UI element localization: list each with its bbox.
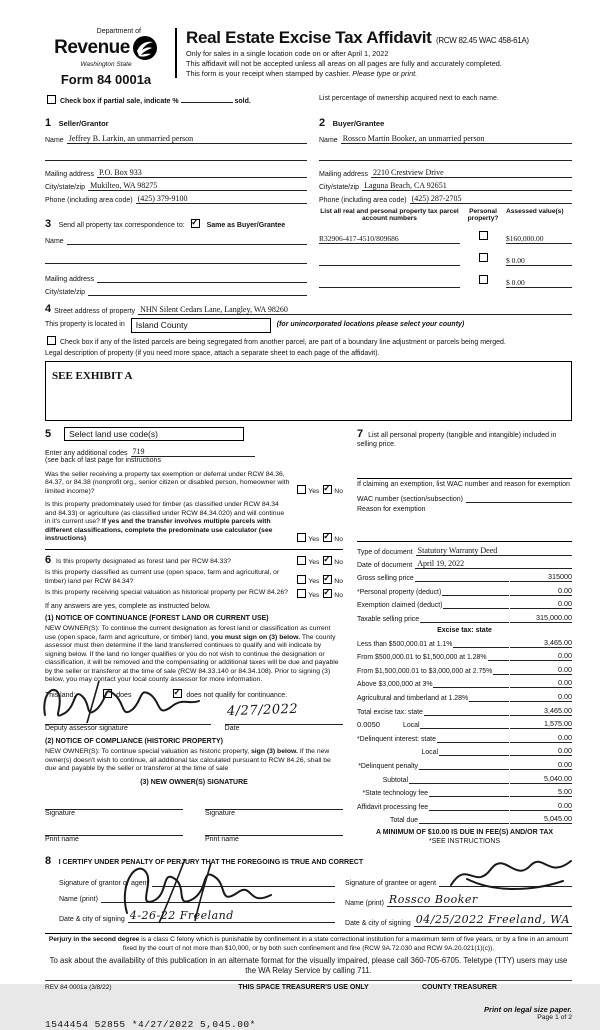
parcel-header-numbers: List all real and personal property tax parcel account numbers — [320, 207, 459, 222]
tax-row-tier1: Less than $500,000.01 at 1.1% 3,465.00 — [357, 637, 572, 648]
additional-codes-field[interactable]: 719 — [131, 447, 256, 457]
section7-heading: 7 List all personal property (tangible and intangible) included in selling price. — [357, 427, 557, 448]
tax-row-subtotal: Subtotal 5,040.00 — [382, 773, 572, 784]
buyer-mailing-label: Mailing address — [319, 170, 369, 178]
correspondence-city-field[interactable] — [88, 286, 307, 296]
parcel-row — [319, 270, 572, 288]
timber-agriculture-question: Is this property predominately used for timber (as classified under RCW 84.34 and 84.33) or agriculture (as classified under RCW 84.34.020) and will continue in it's current use? If yes and the transfer involves multiple parcels with different classifications, complete the predominate use calculator (see instructions) — [45, 501, 285, 543]
legal-description-box[interactable] — [45, 361, 572, 421]
grantee-name-handwriting[interactable]: Rossco Booker — [387, 893, 572, 907]
historical-yes-checkbox[interactable] — [297, 589, 306, 598]
rcw-reference: (RCW 82.45 WAC 458-61A) — [435, 36, 529, 45]
excise-tax-state-header: Excise tax: state — [437, 627, 492, 635]
street-address-field[interactable]: NHN Silent Cedars Lane, Langley, WA 98260 — [138, 305, 572, 315]
personal-property-checkbox-1[interactable] — [479, 231, 488, 240]
subtitle-line3: This form is your receipt when stamped by cashier. Please type or print. — [186, 69, 418, 78]
tax-row-agricultural: Agricultural and timberland at 1.28% 0.00 — [357, 692, 572, 703]
tax-row-tier2: From $500,000.01 to $1,500,000 at 1.28% 0.00 — [357, 651, 572, 662]
deputy-signature-label: Deputy assessor signature — [45, 724, 128, 732]
parcel-row — [319, 248, 572, 266]
personal-property-checkbox-2[interactable] — [479, 253, 488, 262]
dor-logo-icon — [132, 35, 158, 61]
q1-yes-checkbox[interactable] — [297, 485, 306, 494]
new-owner-signature-label-2: Signature — [205, 809, 235, 817]
exemption-instruction: If claiming an exemption, list WAC number and reason for exemption — [357, 480, 570, 488]
buyer-city-field[interactable]: Laguna Beach, CA 92651 — [362, 181, 572, 191]
seller-phone-label: Phone (including area code) — [45, 196, 133, 204]
land-use-code-select[interactable]: Select land use code(s) — [64, 427, 244, 441]
forest-yes-checkbox[interactable] — [297, 556, 306, 565]
section3-heading: 3 Send all property tax correspondence to: ✓ Same as Buyer/Grantee — [45, 214, 307, 232]
compliance-body: NEW OWNER(S): To continue special valuation as historic property, sign (3) below. If the new owner(s) doesn't wish to continue, all additional tax calculated pursuant to RCW 84.26, shall be due and payable by the seller or transferor at the time of sale — [45, 748, 331, 773]
current-use-no-checkbox[interactable] — [323, 575, 332, 584]
tax-row-local: 0.0050 Local 1,575.00 — [357, 719, 572, 730]
grantor-name-field[interactable] — [101, 893, 335, 903]
tax-row-tech-fee: *State technology fee 5.00 — [362, 787, 572, 798]
new-owner-signature-label-1: Signature — [45, 809, 75, 817]
street-address-label: Street address of property — [54, 307, 136, 315]
page-number: Page 1 of 2 — [537, 1013, 572, 1021]
section5-number: 5 — [45, 427, 52, 440]
deputy-signature-line[interactable] — [45, 711, 211, 725]
grantor-signature-label: Signature of grantor or agent — [59, 880, 149, 888]
local-rate-value: 0.0050 — [357, 720, 380, 730]
new-owner-print-label-2: Print name — [205, 835, 239, 843]
type-of-document-field[interactable]: Statutory Warranty Deed — [416, 546, 572, 556]
seller-name-label: Name — [45, 136, 64, 144]
form-number: Form 84 0001a — [60, 72, 152, 87]
partial-sale-percent-field[interactable] — [181, 102, 233, 103]
buyer-phone-label: Phone (including area code) — [319, 196, 407, 204]
parcel-number-field[interactable]: R32906-417-4510/809686 — [319, 234, 460, 244]
see-instructions-note: *SEE INSTRUCTIONS — [428, 838, 501, 846]
tax-row-gross: Gross selling price 315000 — [357, 572, 572, 583]
parcel-header-assessed: Assessed value(s) — [506, 207, 564, 215]
section2-heading: 2 Buyer/Grantee — [319, 116, 385, 129]
parcel-row — [319, 226, 572, 244]
exemption-deferral-question: Was the seller receiving a property tax exemption or deferral under RCW 84.36, 84.37, or 84.38 (nonprofit org., senior citizen or disabled person, homeowner with limited income)? — [45, 470, 290, 495]
codes-note: (see back of last page for instructions — [45, 456, 161, 464]
correspondence-mailing-label: Mailing address — [45, 275, 95, 283]
grantor-name-label: Name (print) — [59, 896, 98, 904]
grantee-signature-label: Signature of grantee or agent — [345, 880, 437, 888]
seller-city-label: City/state/zip — [45, 183, 86, 191]
grantee-signature-line[interactable] — [439, 877, 572, 887]
grantor-date-handwriting[interactable]: 4-26-22 Freeland — [128, 909, 335, 923]
grantee-name-label: Name (print) — [345, 900, 384, 908]
does-qualify-checkbox[interactable] — [103, 689, 112, 698]
tax-row-tier4: Above $3,000,000 at 3% 0.00 — [357, 678, 572, 689]
accessibility-notice: To ask about the availability of this publication in an alternate format for the visually impaired, please call 360-705-6705. Teletype (TTY) users may use the WA Relay Service by calling 711. — [49, 956, 568, 976]
legal-description-value: SEE EXHIBIT A — [52, 369, 133, 382]
date-of-document-label: Date of document — [357, 561, 413, 569]
forest-land-question: 6 Is this property designated as forest land per RCW 84.33? — [45, 553, 231, 566]
affidavit-page: Department of Revenue Washington State Form 84 0001a Real Estate Excise Tax Affidavit (RCW 82.45 WAC 458-61A) Only for sales in a single location code on or after April 1, 2022 This affidavit will not be accepted unless all areas on all pages are fully and accurately completed. This form is your receipt when stamped by cashier. Please type or print. Check box if partial sale, indicate % sold. List percentage of ownership acquired next to each name. 1 Seller/Grantor Name Jeffrey B. Larkin, an unmarried person Mailing address P.O. Box 933 City/state/zip Mukilteo, WA 98275 Phone (including area code) (425) 379-9100 3 Send all property tax correspondence to: ✓ Same as Buyer/Grantee Name Mailing address City/state/zip 2 Buyer/Grantee Name Rossco Martin Booker, an unmarried person Mailing address 2210 Crestview Drive City/state/zip Laguna Beach, CA 92651 Phone (including area code) (425) 287-2705 List all real and personal property tax parcel account numbers Personal property? Assessed value(s) R32906-417-4510/809686 $160,000.00 $ 0.00 $ 0.00 4 Street address of property NHN Silent Cedars Lane, Langley, WA 98260 This property is located in Island County (for unincorporated locations please select your county) Check box if any of the listed parcels are being segregated from another parcel, are part of a boundary line adjustment or parcels being merged. Legal description of property (if you need more space, attach a separate sheet to each page of the affidavit). SEE EXHIBIT A 5 Select land use code(s) Enter any additional codes 719 (see back of last page for instructions Was the seller receiving a property tax exemption or deferral under RCW 84.36, 84.37, or 84.38 (nonprofit org., senior citizen or disabled person, homeowner with limited income)? Yes ✓ No Is this property predominately used for timber (as classified under RCW 84.34 and 84.33) or agriculture (as classified under RCW 84.34.020) and will continue in it's current use? If yes and the transfer involves multiple parcels with different classifications, complete the predominate use calculator (see instructions) Yes ✓ No 6 Is this property designated as forest land per RCW 84.33? Yes ✓ No Is this property classified as current use (open space, farm and agricultural, or timber) land per RCW 84.34? Yes ✓ No Is this property receiving special valuation as historical property per RCW 84.26? Yes ✓ No If any answers are yes, complete as instructed below. (1) NOTICE OF CONTINUANCE (FOREST LAND OR CURRENT USE) NEW OWNER(S): To continue the current designation as forest land or classification as current use (open space, farm and agriculture, or timber) land, you must sign on (3) below. The county assessor must then determine if the land transferred continues to qualify and will indicate by signing below. If the land no longer qualifies or you do not wish to continue the designation or classification, it will be removed and the compensating or additional taxes will be due and payable by the seller or transferor at the time of sale (RCW 84.33.140 or 84.34.108). Prior to signing (3) below, you may contact your local county assessor for more information. This land: does ✓ does not qualify for continuance. Deputy assessor signature 4/27/2022 Date (2) NOTICE OF COMPLIANCE (HISTORIC PROPERTY) NEW OWNER(S): To continue special valuation as historic property, sign (3) below. If the new owner(s) doesn't wish to continue, all additional tax calculated pursuant to RCW 84.26, shall be due and payable by the seller or transferor at the time of sale (3) NEW OWNER(S) SIGNATURE Signature Signature Print name Print name 7 List all personal property (tangible and intangible) included in selling price. If claiming an exemption, list WAC number and reason for exemption WAC number (section/subsection) Reason for exemption Type of document Statutory Warranty Deed Date of document April 19, 2022 Gross selling price 315000 *Personal property (deduct) 0.00 Exemption claimed (deduct) 0.00 Taxable selling price 315,000.00 Excise tax: state Less than $500,000.01 at 1.1% 3,465.00 From $500,000.01 to $1,500,000 at 1.28% 0.00 From $1,500,000.01 to $3,000,000 at 2.75% 0.00 Above $3,000,000 at 3% 0.00 Agricultural and timberland at 1.28% 0.00 Total excise tax: state 3,465.00 0.0050 Local 1,575.00 *Delinquent interest: state 0.00 Local 0.00 *Delinquent penalty 0.00 Subtotal 5,040.00 *State technology fee 5.00 Affidavit processing fee 0.00 Total due 5,045.00 A MINIMUM OF $10.00 IS DUE IN FEE(S) AND/OR TAX *SEE INSTRUCTIONS 8 I CERTIFY UNDER PENALTY OF PERJURY THAT THE FOREGOING IS TRUE AND CORRECT Signature of grantor or agent Name (print) Date & city of signing 4-26-22 Freeland Signature of grantee or agent Name (print) Rossco Booker Date & city of signing 04/25/2022 Freeland, WA Perjury in the second degree is a class C felony which is punishable by confinement in a state correctional institution for a maximum term of five years, or by a fine in an amount fixed by the court of not more than $10,000, or by both such confinement and fine (RCW 9A.72.030 and RCW 9A.20.021(1)(c)). To ask about the availability of this publication in an alternate format for the visually impaired, please call 360-705-6705. Teletype (TTY) users may use the WA Relay Service by calling 711. REV 84 0001a (3/8/22) THIS SPACE TREASURER'S USE ONLY COUNTY TREASURER 1544454 52855 *4/27/2022 5,045.00* Print on legal size paper. Page 1 of 2 — [0, 0, 600, 984]
buyer-phone-field[interactable]: (425) 287-2705 — [410, 194, 572, 204]
assessed-value-field-1[interactable]: $160,000.00 — [506, 234, 572, 244]
does-not-qualify-checkbox[interactable] — [173, 689, 182, 698]
deputy-date-label: Date — [224, 724, 240, 732]
seller-name-field[interactable]: Jeffrey B. Larkin, an unmarried person — [67, 134, 307, 144]
continuance-body: NEW OWNER(S): To continue the current designation as forest land or classification as current use (open space, farm and agriculture, or timber) land, you must sign on (3) below. The county assessor must then determine if the land transferred continues to qualify and will indicate by signing below. If the land no longer qualifies or you do not wish to continue the designation or classification, it will be removed and the compensating or additional taxes will be due and payable by the seller or transferor at the time of sale (RCW 84.33.140 or 84.34.108). Prior to signing (3) below, you may contact your local county assessor for more information. — [45, 625, 339, 684]
tax-row-processing-fee: Affidavit processing fee 0.00 — [357, 800, 572, 811]
buyer-name-field[interactable]: Rossco Martin Booker, an unmarried person — [341, 134, 572, 144]
correspondence-name-field[interactable] — [67, 235, 307, 245]
segregated-checkbox[interactable] — [47, 336, 56, 345]
section4-number: 4 — [45, 302, 52, 315]
land-qualify-row: This land: does ✓ does not qualify for continuance. — [45, 689, 343, 701]
type-of-document-label: Type of document — [357, 548, 413, 556]
county-note: (for unincorporated locations please select your county) — [276, 320, 465, 328]
answers-yes-note: If any answers are yes, complete as instructed below. — [45, 603, 211, 611]
wac-number-label: WAC number (section/subsection) — [357, 495, 463, 503]
tax-row-taxable: Taxable selling price 315,000.00 — [357, 613, 572, 624]
treasurer-stamp: 1544454 52855 *4/27/2022 5,045.00* — [45, 1018, 256, 1030]
assessed-value-field-3[interactable]: $ 0.00 — [506, 278, 572, 288]
page-title: Real Estate Excise Tax Affidavit (RCW 82.45 WAC 458-61A) — [186, 28, 529, 47]
print-legal-note: Print on legal size paper. — [484, 1004, 572, 1014]
buyer-mailing-field[interactable]: 2210 Crestview Drive — [371, 168, 572, 178]
treasurer-use-label: THIS SPACE TREASURER'S USE ONLY — [238, 983, 369, 991]
q2-no-checkbox[interactable] — [323, 533, 332, 542]
grantor-date-label: Date & city of signing — [59, 916, 125, 924]
tax-row-delinquent-penalty: *Delinquent penalty 0.00 — [358, 759, 572, 770]
section1-heading: 1 Seller/Grantor — [45, 116, 109, 129]
partial-sale-checkbox[interactable] — [47, 95, 56, 104]
tax-row-delinquent-interest: *Delinquent interest: state 0.00 — [357, 732, 572, 743]
ownership-note: List percentage of ownership acquired next to each name. — [319, 95, 499, 102]
compliance-heading: (2) NOTICE OF COMPLIANCE (HISTORIC PROPERTY) — [45, 738, 223, 746]
form-header — [45, 28, 572, 87]
correspondence-name-label: Name — [45, 237, 64, 245]
historical-question: Is this property receiving special valuation as historical property per RCW 84.26? — [45, 589, 288, 597]
grantee-date-label: Date & city of signing — [345, 920, 411, 928]
seller-phone-field[interactable]: (425) 379-9100 — [136, 194, 307, 204]
revenue-wordmark: Revenue — [54, 37, 130, 58]
county-treasurer-label: COUNTY TREASURER — [422, 983, 497, 991]
q1-no-checkbox[interactable] — [323, 485, 332, 494]
seller-mailing-label: Mailing address — [45, 170, 95, 178]
perjury-notice: Perjury in the second degree is a class C felony which is punishable by confinement in a state correctional institution for a maximum term of five years, or by a fine in an amount fixed by the court of not more than $10,000, or by both such confinement and fine (RCW 9A.72.030 and RCW 9A.20.021(1)(c)). — [45, 933, 572, 953]
buyer-city-label: City/state/zip — [319, 183, 360, 191]
located-in-label: This property is located in — [45, 320, 125, 328]
new-owner-signature-line-2[interactable] — [205, 796, 343, 810]
washington-state-label: Washington State — [80, 61, 132, 68]
tax-row-delinquent-local: Local 0.00 — [421, 746, 572, 757]
subtitle-line2: This affidavit will not be accepted unless all areas on all pages are fully and accurately completed. — [186, 59, 502, 68]
buyer-name-field-2[interactable] — [319, 151, 572, 161]
continuance-heading: (1) NOTICE OF CONTINUANCE (FOREST LAND OR CURRENT USE) — [45, 615, 269, 623]
parcel-number-field-3[interactable] — [319, 278, 460, 288]
rev-form-number: REV 84 0001a (3/8/22) — [45, 983, 112, 991]
forest-no-checkbox[interactable] — [323, 556, 332, 565]
grantee-date-handwriting[interactable]: 04/25/2022 Freeland, WA — [415, 913, 570, 927]
buyer-name-label: Name — [319, 136, 338, 144]
new-owner-signature-heading: (3) NEW OWNER(S) SIGNATURE — [140, 778, 248, 786]
wac-number-field[interactable] — [466, 493, 572, 503]
tax-row-tier3: From $1,500,000.01 to $3,000,000 at 2.75% 0.00 — [357, 664, 572, 675]
correspondence-name-field-2[interactable] — [45, 254, 307, 264]
seller-name-field-2[interactable] — [45, 151, 307, 161]
tax-row-total-due: Total due 5,045.00 — [390, 814, 572, 825]
new-owner-print-line-1[interactable] — [45, 825, 183, 836]
dor-logo-block — [45, 28, 167, 87]
seller-city-field[interactable]: Mukilteo, WA 98275 — [88, 181, 307, 191]
tax-row-personal: *Personal property (deduct) 0.00 — [357, 585, 572, 596]
section8-heading: 8 I CERTIFY UNDER PENALTY OF PERJURY THAT THE FOREGOING IS TRUE AND CORRECT — [45, 855, 364, 868]
correspondence-city-label: City/state/zip — [45, 288, 86, 296]
seller-mailing-field[interactable]: P.O. Box 933 — [97, 168, 307, 178]
treasurer-strip — [45, 980, 572, 991]
new-owner-signature-line-1[interactable] — [45, 796, 183, 810]
same-as-buyer-checkbox[interactable] — [191, 219, 200, 228]
historical-no-checkbox[interactable] — [323, 589, 332, 598]
parcel-table — [319, 208, 572, 288]
deputy-date-line[interactable] — [225, 701, 343, 725]
dept-of-label: Department of — [96, 28, 141, 35]
personal-property-checkbox-3[interactable] — [479, 275, 488, 284]
tax-row-total-state: Total excise tax: state 3,465.00 — [357, 705, 572, 716]
tax-row-exemption: Exemption claimed (deduct) 0.00 — [357, 599, 572, 610]
segregated-text: Check box if any of the listed parcels are being segregated from another parcel, are part of a boundary line adjustment or parcels being merged. — [59, 338, 506, 346]
parcel-header-personal: Personal property? — [467, 207, 499, 222]
correspondence-mailing-field[interactable] — [97, 273, 307, 283]
new-owner-print-line-2[interactable] — [205, 825, 343, 836]
legal-description-label: Legal description of property (if you need more space, attach a separate sheet to each page of the affidavit). — [45, 349, 380, 357]
date-of-document-field[interactable]: April 19, 2022 — [415, 559, 572, 569]
partial-sale-row: Check box if partial sale, indicate % sold. — [45, 95, 307, 107]
current-use-question: Is this property classified as current use (open space, farm and agricultural, or timber) land per RCW 84.34? — [45, 569, 280, 585]
grantor-signature-line[interactable] — [152, 877, 336, 887]
gross-selling-price-value[interactable]: 315000 — [510, 572, 572, 582]
q2-yes-checkbox[interactable] — [297, 533, 306, 542]
additional-codes-label: Enter any additional codes — [45, 449, 128, 457]
assessed-value-field-2[interactable]: $ 0.00 — [506, 256, 572, 266]
current-use-yes-checkbox[interactable] — [297, 575, 306, 584]
deputy-date-handwriting: 4/27/2022 — [226, 701, 299, 719]
reason-exemption-label: Reason for exemption — [357, 505, 426, 513]
new-owner-print-label-1: Print name — [45, 835, 79, 843]
subtitle-line1: Only for sales in a single location code on or after April 1, 2022 — [186, 49, 389, 58]
minimum-due-note: A MINIMUM OF $10.00 IS DUE IN FEE(S) AND/OR TAX — [375, 829, 554, 837]
parcel-number-field-2[interactable] — [319, 256, 460, 266]
county-select[interactable]: Island County — [131, 318, 271, 333]
